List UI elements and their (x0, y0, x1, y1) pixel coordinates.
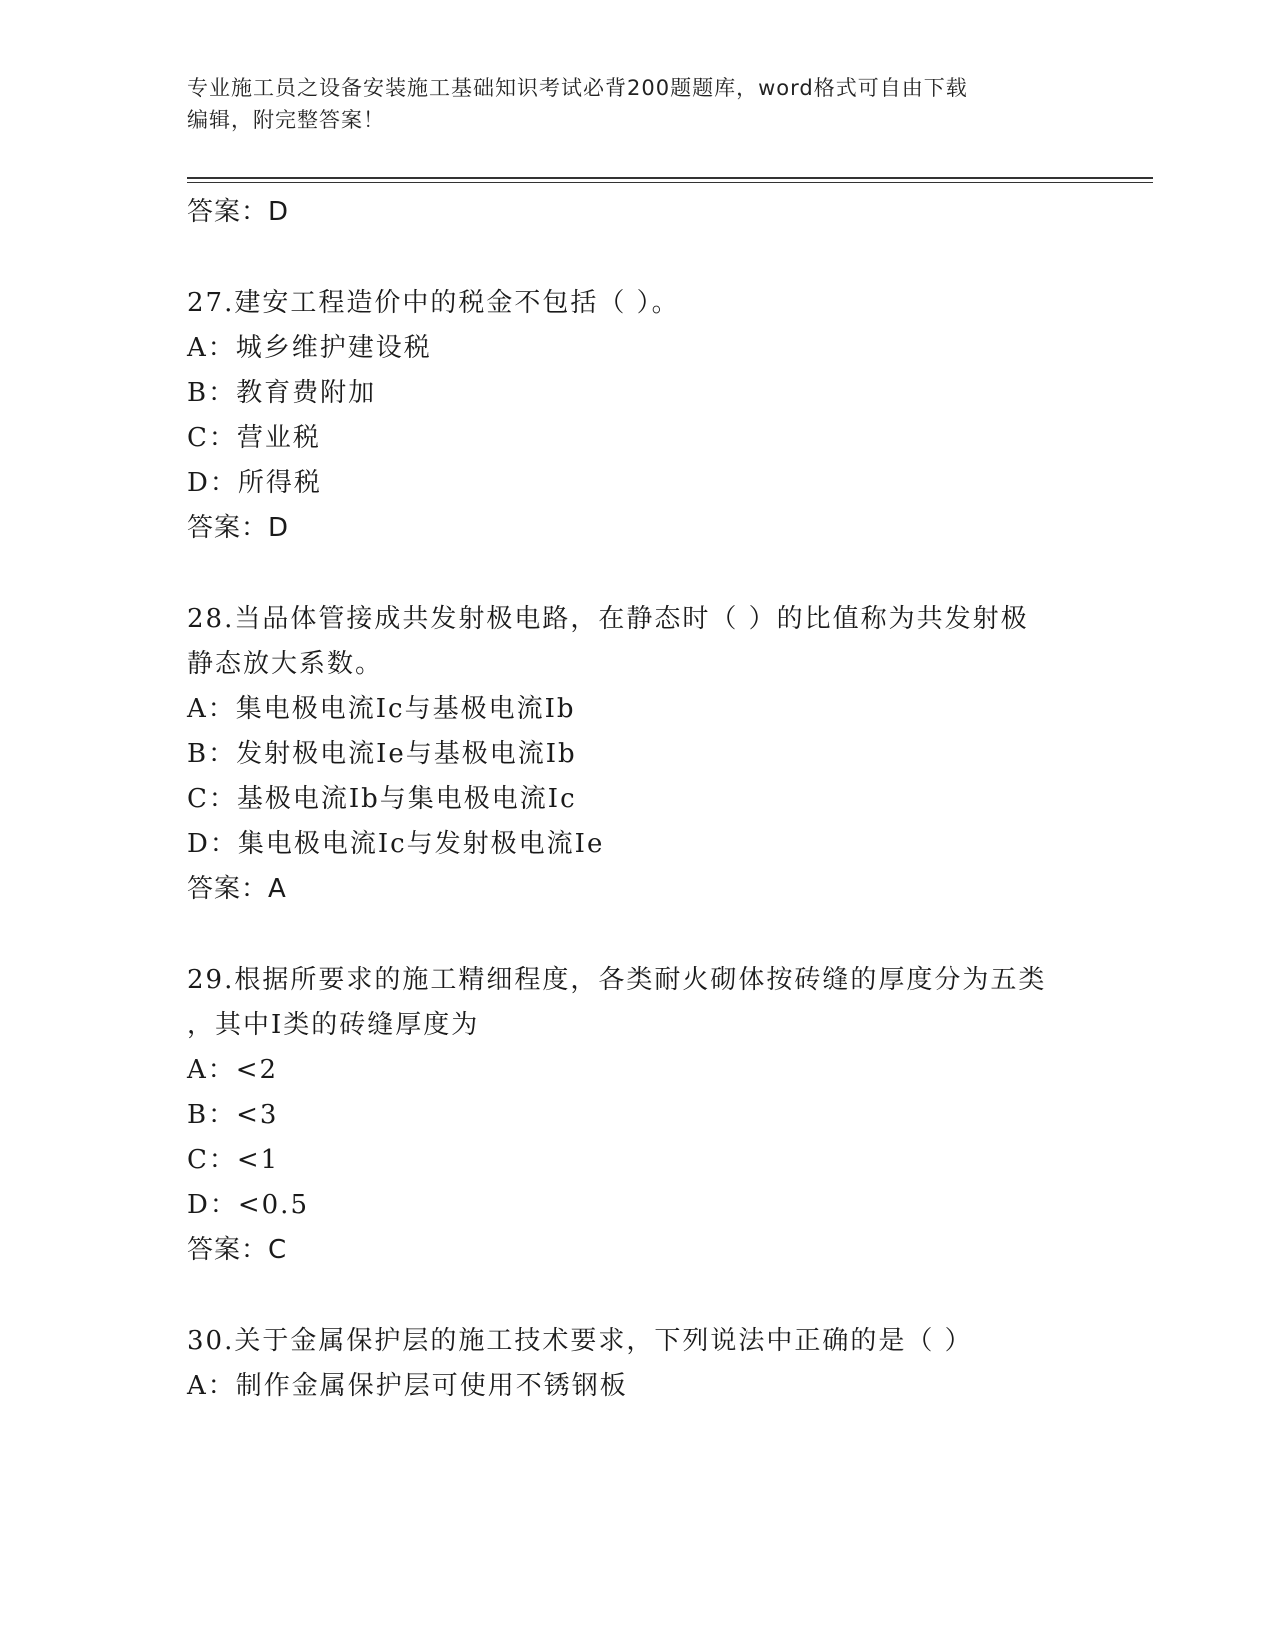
question-text-continued: 静态放大系数。 (187, 649, 384, 679)
question-text: 27.建安工程造价中的税金不包括（ ）。 (187, 288, 680, 318)
option-b: B：<3 (187, 1100, 279, 1130)
option-d: D：所得税 (187, 468, 322, 498)
option-d: D：集电极电流Ic与发射极电流Ie (187, 829, 605, 859)
option-a: A：制作金属保护层可使用不锈钢板 (187, 1371, 628, 1401)
option-b: B：发射极电流Ie与基极电流Ib (187, 739, 577, 769)
option-b: B：教育费附加 (187, 378, 377, 408)
spacer (187, 912, 1087, 958)
question-29 (187, 958, 1087, 1273)
document-header (187, 72, 1067, 136)
option-a: A：城乡维护建设税 (187, 333, 432, 363)
spacer (187, 551, 1087, 597)
header-line-1: 专业施工员之设备安装施工基础知识考试必背200题题库，word格式可自由下载 (187, 76, 968, 100)
question-text: 30.关于金属保护层的施工技术要求，下列说法中正确的是（ ） (187, 1326, 973, 1356)
answer-line: 答案：A (187, 874, 287, 904)
header-line-2: 编辑，附完整答案！ (187, 108, 385, 132)
spacer (187, 235, 1087, 281)
header-divider-thin (187, 182, 1153, 183)
question-text: 28.当品体管接成共发射极电路，在静态时（ ）的比值称为共发射极 (187, 604, 1029, 634)
header-divider-thick (187, 177, 1153, 179)
option-a: A：集电极电流Ic与基极电流Ib (187, 694, 576, 724)
option-c: C：基极电流Ib与集电极电流Ic (187, 784, 577, 814)
answer-line: 答案：C (187, 1235, 288, 1265)
option-a: A：<2 (187, 1055, 279, 1085)
question-text-continued: ，其中I类的砖缝厚度为 (187, 1010, 480, 1040)
answer-line: 答案：D (187, 197, 290, 227)
option-c: C：营业税 (187, 423, 321, 453)
question-28 (187, 597, 1087, 912)
spacer (187, 1273, 1087, 1319)
option-c: C：<1 (187, 1145, 280, 1175)
question-30 (187, 1319, 1087, 1409)
answer-line: 答案：D (187, 513, 290, 543)
document-body (187, 190, 1087, 1409)
question-27 (187, 281, 1087, 551)
question-text: 29.根据所要求的施工精细程度，各类耐火砌体按砖缝的厚度分为五类 (187, 965, 1047, 995)
option-d: D：<0.5 (187, 1190, 309, 1220)
